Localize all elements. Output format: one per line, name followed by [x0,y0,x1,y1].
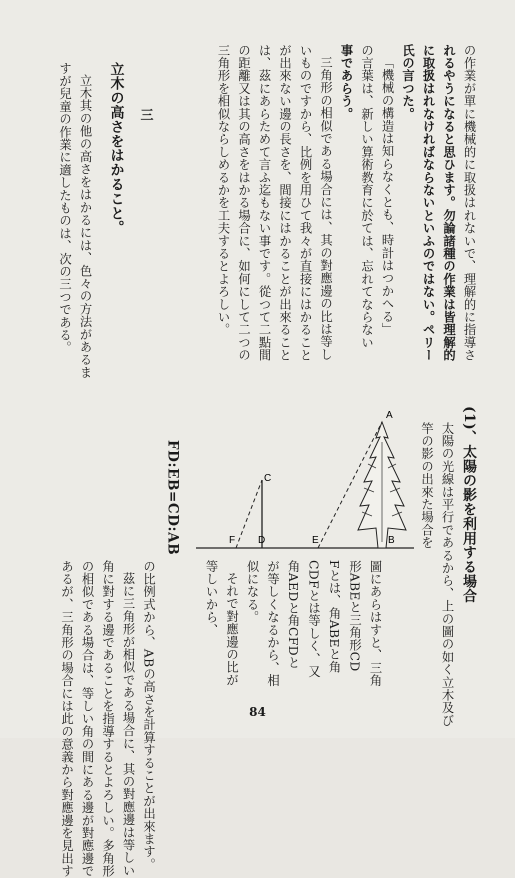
text-line: 三角形を相似ならしめるかを工夫するとよろしい。 [216,44,230,337]
text-line: 角AEDと角CFDと [286,560,300,669]
text-line: 事であらう。 [339,44,354,121]
text-line: が等しくなるから、相 [265,560,280,687]
text-line: の作業が單に機械的に取扱はれないで、理解的に指導さ [462,44,476,362]
label-a: A [386,410,393,421]
text-line: 形ABEと三角形CD [347,560,362,672]
text-line: いものですから、比例を用ひて我々が直接にはかること [298,44,312,362]
label-d: D [258,535,266,546]
section-number: 三 [137,108,153,122]
text-line: は、茲にあらためて言ふ迄もない事です。從つて二點間 [257,44,271,362]
label-e: E [312,535,319,546]
text-line: の相似である場合は、等しい角の間にある邊が對應邊で [80,560,94,878]
text-line: あるが、三角形の場合には此の意義から對應邊を見出す [59,560,74,878]
section-title: 立木の高さをはかること。 [108,62,125,235]
text-line: 圖にあらはすと、三角 [368,560,382,687]
text-line: それで對應邊の比が [224,572,239,687]
text-line: 角に對する邊であることを指導するとよろしい。多角形 [100,560,115,878]
text-line: の距離又は其の高さをはかる場合に、如何にして二つの [236,44,251,362]
text-line: 三角形の相似である場合には、其の對應邊の比は等し [318,56,333,361]
text-line: 立木其の他の高さをはかるには、色々の方法があるま [78,74,92,379]
page-number: 84 [249,705,266,719]
text-line: れるやうになると思ひます。勿論諸種の作業は皆理解的 [441,44,457,362]
text-line: の言葉は、新しい算術教育に於ては、忘れてならない [359,44,374,349]
label-b: B [388,535,395,546]
text-line: 氏の言つた。 [400,44,416,121]
section-body [54,62,95,379]
text-line: 似になる。 [245,560,259,624]
intro-paragraph [213,44,480,362]
quote-line: 「機械の構造は知らなくとも、時計はつかへる」 [380,56,394,336]
proportion-formula: FD:EB=CD:AB [164,440,181,556]
subsection-mid-text [201,560,386,687]
label-c: C [264,473,272,484]
text-line: が出來ない邊の長さを、間接にはかることが出來ること [277,44,292,362]
text-line: 等しいから、 [204,560,218,637]
text-line: 茲に三角形が相似である場合に、其の對應邊は等しい [121,572,135,877]
text-line: 竿の影の出來た場合を [419,422,434,549]
text-line: に取扱はれなければならないといふのではない。ペリー [421,44,436,362]
text-line: Fとは、角ABEと角 [327,560,341,674]
subsection-right-text [416,422,457,727]
label-f: F [229,535,236,546]
tree-icon [358,422,406,548]
text-line: の比例式から、ABの高さを計算することが出來ます。 [141,560,156,871]
text-line: すが兒童の作業に適したものは、次の三つである。 [57,62,72,355]
text-line: CDFとは等しく、又 [306,560,321,678]
shadow-triangle-diagram [192,402,418,560]
subsection-heading: (1)、太陽の影を利用する場合 [461,406,477,603]
text-line: 太陽の光線は平行であるから、上の圖の如く立木及び [440,422,454,727]
